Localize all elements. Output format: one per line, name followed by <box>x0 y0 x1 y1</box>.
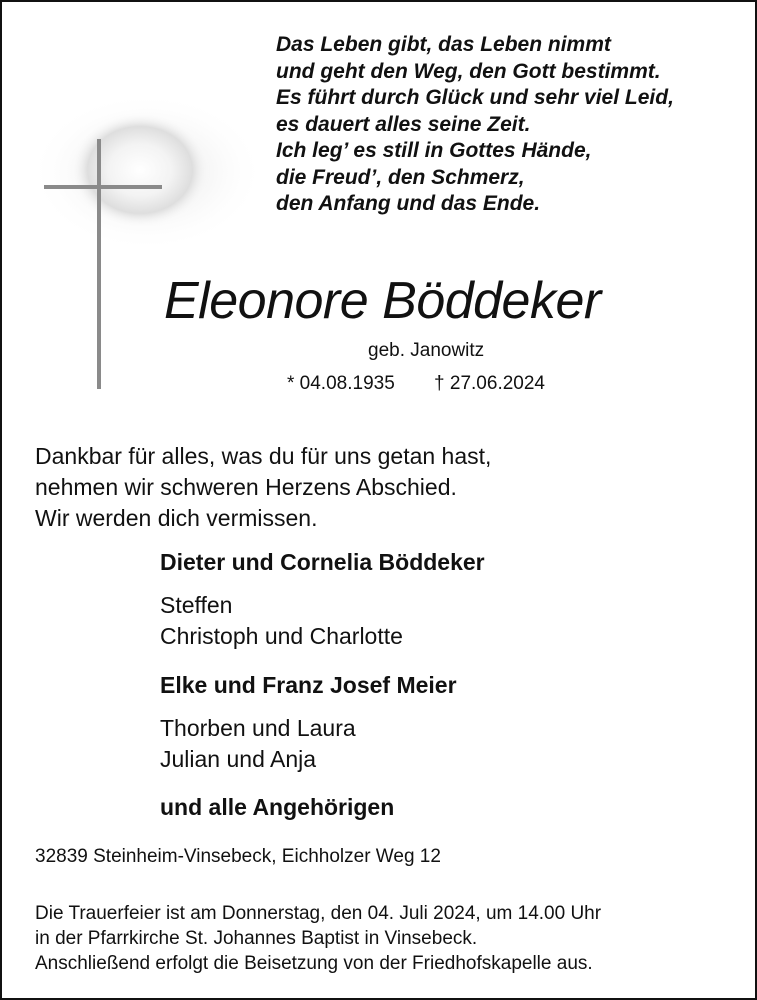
moon-glow-icon <box>22 92 262 262</box>
service-line: in der Pfarrkirche St. Johannes Baptist in Vinsebeck. <box>35 928 478 949</box>
service-line: Anschließend erfolgt die Beisetzung von der Friedhofskapelle aus. <box>35 953 593 974</box>
address: 32839 Steinheim-Vinsebeck, Eichholzer Weg 12 <box>35 846 441 867</box>
thanks-line: Dankbar für alles, was du für uns getan hast, <box>35 443 492 469</box>
poem-line: Ich leg’ es still in Gottes Hände, <box>276 139 592 162</box>
family-group <box>160 547 485 652</box>
family-head: und alle Angehörigen <box>160 794 395 820</box>
thanks-line: Wir werden dich vermissen. <box>35 505 318 531</box>
family-member: Christoph und Charlotte <box>160 623 403 649</box>
family-head: Elke und Franz Josef Meier <box>160 672 457 698</box>
service-line: Die Trauerfeier ist am Donnerstag, den 04. Juli 2024, um 14.00 Uhr <box>35 903 602 924</box>
service-info <box>35 901 601 976</box>
family-group <box>160 670 457 775</box>
maiden-name: geb. Janowitz <box>368 340 485 361</box>
poem-line: Es führt durch Glück und sehr viel Leid, <box>276 86 674 109</box>
poem-line: es dauert alles seine Zeit. <box>276 112 531 136</box>
poem-line: und geht den Weg, den Gott bestimmt. <box>276 59 661 83</box>
poem-line: die Freud’, den Schmerz, <box>276 165 525 189</box>
family-group <box>160 792 394 822</box>
deceased-name: Eleonore Böddeker <box>164 272 601 330</box>
death-date: † 27.06.2024 <box>434 373 545 394</box>
family-member: Julian und Anja <box>160 746 317 772</box>
family-member: Thorben und Laura <box>160 715 356 741</box>
family-head: Dieter und Cornelia Böddeker <box>160 549 485 575</box>
cross-bar <box>44 185 162 189</box>
thanks-text <box>35 441 491 534</box>
birth-date: * 04.08.1935 <box>287 373 395 394</box>
poem-line: den Anfang und das Ende. <box>276 192 541 215</box>
life-dates <box>287 373 545 395</box>
poem-line: Das Leben gibt, das Leben nimmt <box>276 33 611 56</box>
thanks-line: nehmen wir schweren Herzens Abschied. <box>35 474 457 500</box>
poem <box>276 32 746 218</box>
family-member: Steffen <box>160 592 233 618</box>
cross-icon <box>97 139 101 389</box>
